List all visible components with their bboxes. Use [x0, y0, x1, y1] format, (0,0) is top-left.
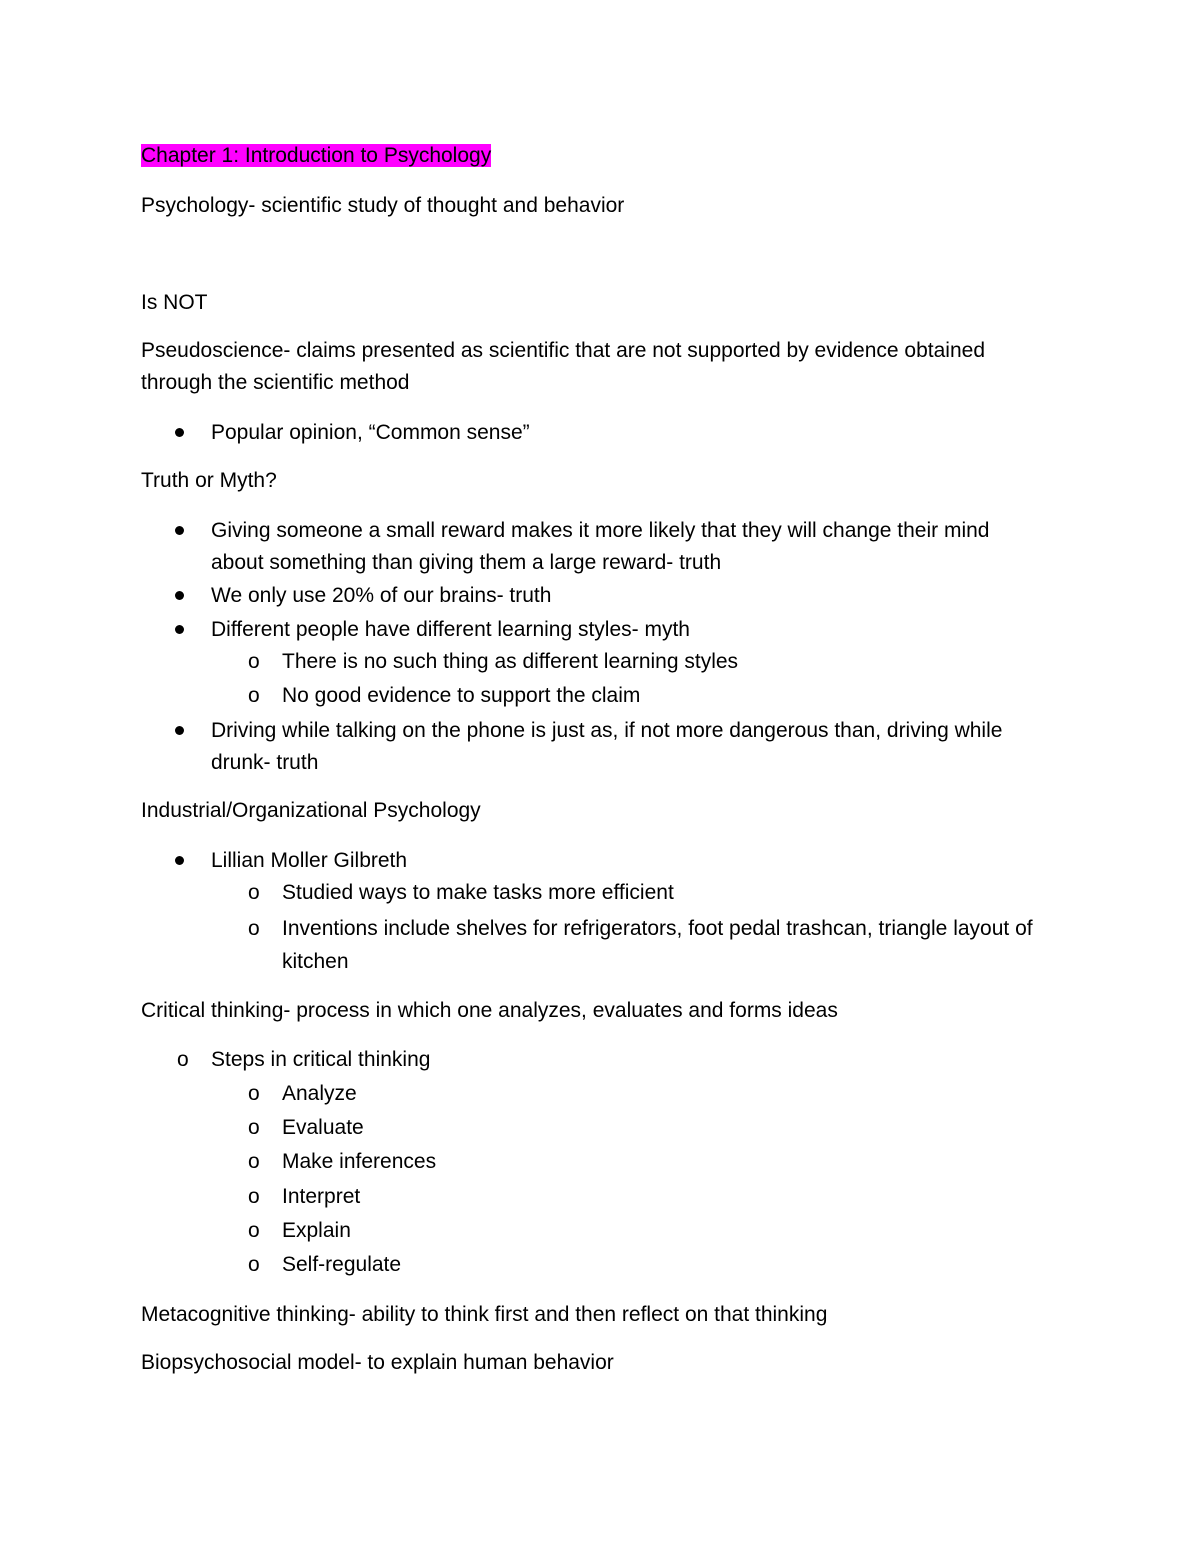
- sub-bullet-marker: o: [248, 881, 260, 904]
- sub-bullet-marker: o: [248, 1219, 260, 1242]
- tm-bullet1-line1: Giving someone a small reward makes it more likely that they will change their mind: [211, 519, 990, 542]
- tm-bullet4-line2: drunk- truth: [211, 751, 319, 774]
- sub-bullet-marker: o: [248, 1082, 260, 1105]
- io-sub2-line2: kitchen: [282, 950, 349, 973]
- chapter-title-line: [141, 141, 491, 171]
- sub-bullet-marker: o: [248, 1253, 260, 1276]
- bullet-disc: [175, 856, 184, 865]
- tm-bullet3: Different people have different learning styles- myth: [211, 618, 690, 641]
- chapter-title: Chapter 1: Introduction to Psychology: [141, 144, 492, 167]
- pseudo-bullet-text: Popular opinion, “Common sense”: [211, 421, 530, 444]
- tm-bullet1-line2: about something than giving them a large reward- truth: [211, 551, 722, 574]
- io-sub2-line1: Inventions include shelves for refrigerators, foot pedal trashcan, triangle layout of: [282, 917, 1033, 940]
- ct-steps-heading: Steps in critical thinking: [211, 1048, 431, 1071]
- sub-bullet-marker: o: [248, 1150, 260, 1173]
- sub-bullet-marker: o: [248, 650, 260, 673]
- is-not-label: Is NOT: [141, 291, 208, 314]
- io-bullet1: Lillian Moller Gilbreth: [211, 849, 408, 872]
- ct-step3: Make inferences: [282, 1150, 437, 1173]
- pseudoscience-definition-line1: Pseudoscience- claims presented as scientific that are not supported by evidence obtained: [141, 339, 985, 362]
- ct-step6: Self-regulate: [282, 1253, 402, 1276]
- bullet-disc: [175, 726, 184, 735]
- sub-bullet-marker: o: [248, 1116, 260, 1139]
- psychology-definition: Psychology- scientific study of thought and behavior: [141, 194, 625, 217]
- ct-step4: Interpret: [282, 1185, 361, 1208]
- ct-step5: Explain: [282, 1219, 351, 1242]
- io-psychology-heading: Industrial/Organizational Psychology: [141, 799, 481, 822]
- bullet-disc: [175, 591, 184, 600]
- io-sub1: Studied ways to make tasks more efficient: [282, 881, 674, 904]
- biopsychosocial-definition: Biopsychosocial model- to explain human behavior: [141, 1351, 614, 1374]
- sub-bullet-marker: o: [248, 684, 260, 707]
- bullet-disc: [175, 526, 184, 535]
- ct-step2: Evaluate: [282, 1116, 364, 1139]
- truth-or-myth-heading: Truth or Myth?: [141, 469, 277, 492]
- sub-bullet-marker: o: [248, 917, 260, 940]
- pseudoscience-definition-line2: through the scientific method: [141, 371, 410, 394]
- tm-bullet3-sub2: No good evidence to support the claim: [282, 684, 641, 707]
- tm-bullet4-line1: Driving while talking on the phone is just as, if not more dangerous than, driving while: [211, 719, 1003, 742]
- tm-bullet3-sub1: There is no such thing as different learning styles: [282, 650, 739, 673]
- sub-bullet-marker: o: [248, 1185, 260, 1208]
- metacognitive-definition: Metacognitive thinking- ability to think first and then reflect on that thinking: [141, 1303, 828, 1326]
- sub-bullet-marker: o: [177, 1048, 189, 1071]
- bullet-disc: [175, 625, 184, 634]
- tm-bullet2: We only use 20% of our brains- truth: [211, 584, 552, 607]
- ct-step1: Analyze: [282, 1082, 357, 1105]
- bullet-disc: [175, 428, 184, 437]
- critical-thinking-definition: Critical thinking- process in which one analyzes, evaluates and forms ideas: [141, 999, 838, 1022]
